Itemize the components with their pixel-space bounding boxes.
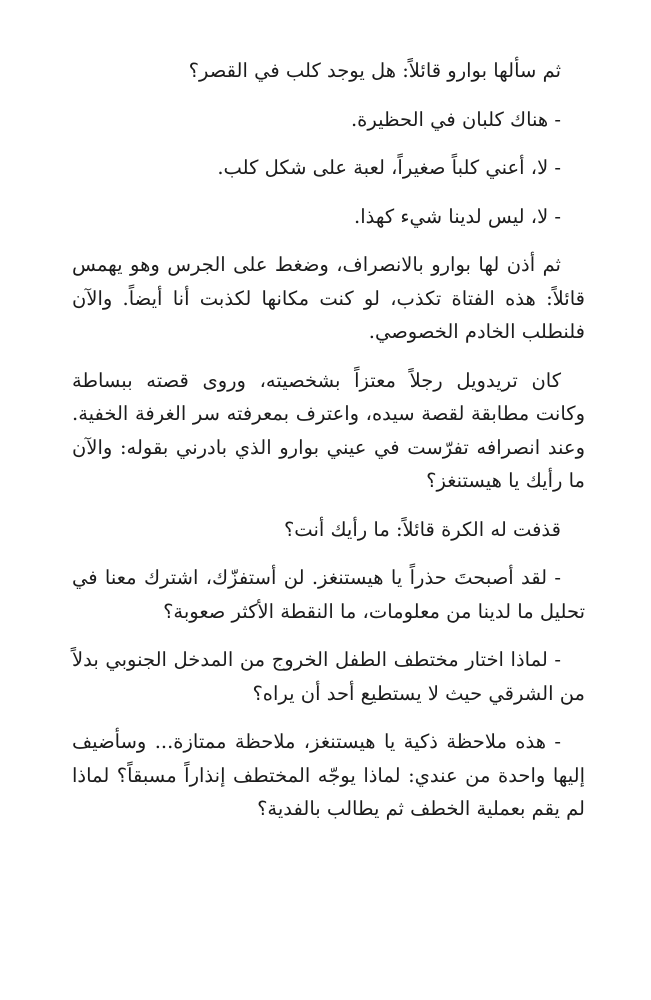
paragraph: - لقد أصبحتَ حذراً يا هيستنغز. لن أستفزّك، اشترك معنا في تحليل ما لدينا من معلومات، ما النقطة الأكثر صعوبة؟ <box>72 566 585 623</box>
paragraph: - لماذا اختار مختطف الطفل الخروج من المدخل الجنوبي بدلاً من الشرقي حيث لا يستطيع أحد أن يراه؟ <box>72 648 585 705</box>
paragraph: - لا، أعني كلباً صغيراً، لعبة على شكل كلب. <box>217 156 561 179</box>
paragraph: كان تريدويل رجلاً معتزاً بشخصيته، وروى قصته ببساطة وكانت مطابقة لقصة سيده، واعترف بمعرفته سر الغرفة الخفية. وعند انصرافه تفرّست في عيني بوارو الذي بادرني بقوله: والآن ما رأيك يا هيستنغز؟ <box>72 368 585 492</box>
paragraph: - لا، ليس لدينا شيء كهذا. <box>354 204 561 228</box>
paragraph: - هناك كلبان في الحظيرة. <box>350 107 561 131</box>
paragraph: قذفت له الكرة قائلاً: ما رأيك أنت؟ <box>283 517 561 541</box>
paragraph: - هذه ملاحظة ذكية يا هيستنغز، ملاحظة ممتازة... وسأضيف إليها واحدة من عندي: لماذا يوجّه المختطف إنذاراً مسبقاً؟ لماذا لم يقم بعملية الخطف ثم يطالب بالفدية؟ <box>72 730 585 820</box>
paragraph: ثم أذن لها بوارو بالانصراف، وضغط على الجرس وهو يهمس قائلاً: هذه الفتاة تكذب، لو كنت مكانها لكذبت أنا أيضاً. والآن فلنطلب الخادم الخصوصي. <box>72 253 585 343</box>
paragraph: ثم سألها بوارو قائلاً: هل يوجد كلب في القصر؟ <box>188 59 561 82</box>
